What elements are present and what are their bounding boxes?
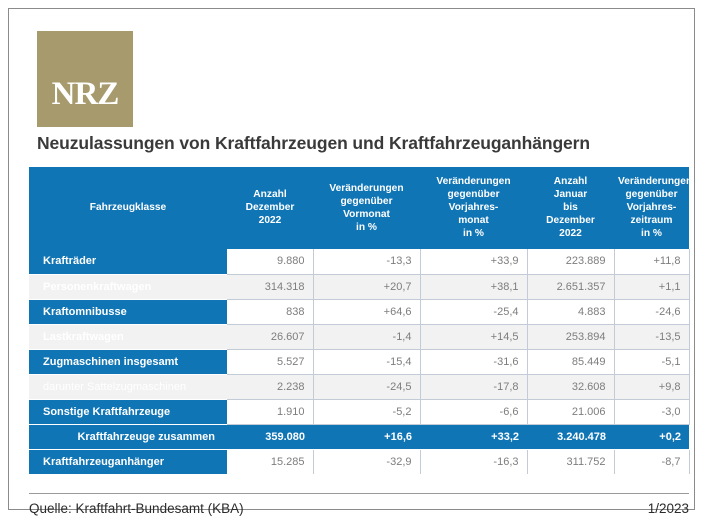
table-cell: -5,1 [614, 349, 689, 374]
table-cell: +64,6 [313, 299, 420, 324]
row-label: Zugmaschinen insgesamt [29, 349, 227, 374]
table-cell: 5.527 [227, 349, 313, 374]
issue-label: 1/2023 [647, 501, 689, 516]
table-cell: 3.240.478 [527, 424, 614, 449]
statistics-table-container [29, 167, 693, 474]
table-cell: +14,5 [420, 324, 527, 349]
table-row [29, 274, 689, 299]
table-cell: -31,6 [420, 349, 527, 374]
table-cell: +16,6 [313, 424, 420, 449]
table-cell: -16,3 [420, 449, 527, 474]
row-label: Lastkraftwagen [29, 324, 227, 349]
table-row [29, 374, 689, 399]
table-cell: +38,1 [420, 274, 527, 299]
column-header-fahrzeugklasse: Fahrzeugklasse [29, 167, 227, 249]
column-header-veraenderung-vorjahreszeitraum: Veränderungen gegenüber Vorjahres- zeitraum in % [614, 167, 689, 249]
table-cell: 2.238 [227, 374, 313, 399]
nrz-logo-text: NRZ [51, 76, 119, 112]
table-cell: -24,5 [313, 374, 420, 399]
table-cell: -15,4 [313, 349, 420, 374]
table-row [29, 249, 689, 274]
statistics-table [29, 167, 693, 474]
table-cell: 32.608 [527, 374, 614, 399]
row-label: Kraftfahrzeuge zusammen [29, 424, 227, 449]
row-label: Kraftomnibusse [29, 299, 227, 324]
table-cell: 2.651.357 [527, 274, 614, 299]
table-cell: 223.889 [527, 249, 614, 274]
table-cell: 9.880 [227, 249, 313, 274]
table-cell: -6,6 [420, 399, 527, 424]
table-cell: -17,8 [420, 374, 527, 399]
table-row [29, 449, 689, 474]
table-row [29, 399, 689, 424]
row-label: darunter Sattelzugmaschinen [29, 374, 227, 399]
footer [29, 493, 689, 516]
column-header-anzahl-jan-dez: Anzahl Januar bis Dezember 2022 [527, 167, 614, 249]
source-label: Quelle: Kraftfahrt-Bundesamt (KBA) [29, 501, 244, 516]
table-body [29, 249, 689, 474]
table-row [29, 299, 689, 324]
table-cell: 15.285 [227, 449, 313, 474]
column-header-veraenderung-vorjahresmonat: Veränderungen gegenüber Vorjahres- monat in % [420, 167, 527, 249]
page-title: Neuzulassungen von Kraftfahrzeugen und Kraftfahrzeuganhängern [37, 133, 590, 153]
table-cell: +20,7 [313, 274, 420, 299]
table-row [29, 349, 689, 374]
table-row [29, 324, 689, 349]
nrz-logo [37, 31, 133, 127]
column-header-anzahl-dezember: Anzahl Dezember 2022 [227, 167, 313, 249]
table-cell: -5,2 [313, 399, 420, 424]
row-label: Sonstige Kraftfahrzeuge [29, 399, 227, 424]
table-cell: -1,4 [313, 324, 420, 349]
table-cell: +9,8 [614, 374, 689, 399]
table-cell: -3,0 [614, 399, 689, 424]
row-label: Krafträder [29, 249, 227, 274]
table-cell: 314.318 [227, 274, 313, 299]
table-cell: -13,3 [313, 249, 420, 274]
table-cell: 4.883 [527, 299, 614, 324]
table-cell: +33,2 [420, 424, 527, 449]
table-cell: +0,2 [614, 424, 689, 449]
table-cell: +11,8 [614, 249, 689, 274]
table-cell: +1,1 [614, 274, 689, 299]
column-header-veraenderung-vormonat: Veränderungen gegenüber Vormonat in % [313, 167, 420, 249]
table-cell: 21.006 [527, 399, 614, 424]
infographic-card [8, 8, 695, 516]
table-cell: -13,5 [614, 324, 689, 349]
table-cell: 1.910 [227, 399, 313, 424]
row-label: Kraftfahrzeuganhänger [29, 449, 227, 474]
table-cell: -32,9 [313, 449, 420, 474]
table-cell: +33,9 [420, 249, 527, 274]
table-cell: -8,7 [614, 449, 689, 474]
table-cell: 838 [227, 299, 313, 324]
table-cell: 85.449 [527, 349, 614, 374]
table-header [29, 167, 693, 249]
table-row [29, 424, 689, 449]
table-cell: -24,6 [614, 299, 689, 324]
table-cell: 311.752 [527, 449, 614, 474]
table-cell: -25,4 [420, 299, 527, 324]
table-header-row [29, 167, 689, 249]
table-cell: 26.607 [227, 324, 313, 349]
table-cell: 359.080 [227, 424, 313, 449]
table-cell: 253.894 [527, 324, 614, 349]
row-label: Personenkraftwagen [29, 274, 227, 299]
